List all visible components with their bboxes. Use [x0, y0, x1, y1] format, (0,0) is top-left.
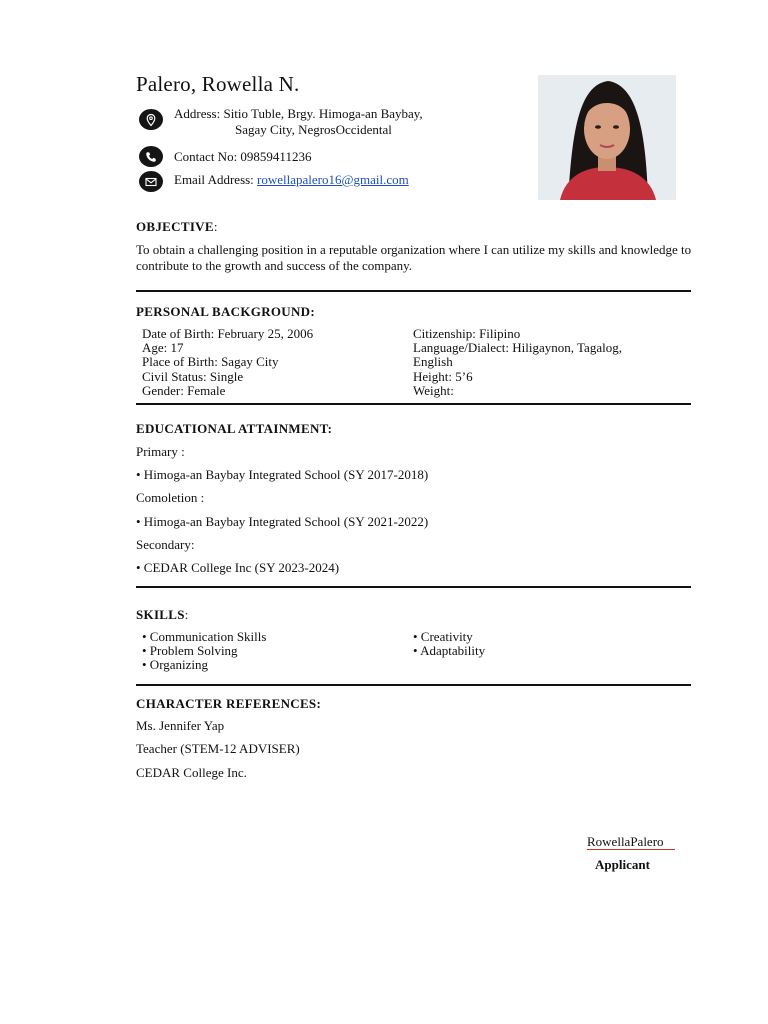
secondary-school: • CEDAR College Inc (SY 2023-2024) — [136, 560, 340, 575]
applicant-name: Palero, Rowella N. — [136, 72, 300, 96]
address — [174, 106, 423, 138]
personal-details-right — [413, 327, 622, 398]
skill-item: • Communication Skills — [142, 629, 267, 644]
phone-icon — [139, 146, 163, 167]
skill-item: • Adaptability — [413, 643, 486, 659]
completion-school: • Himoga-an Baybay Integrated School (SY 2021-2022) — [136, 514, 429, 529]
objective-heading-colon: : — [213, 219, 218, 234]
character-references-heading: CHARACTER REFERENCES: — [136, 696, 322, 711]
email-link[interactable]: rowellapalero16@gmail.com — [257, 172, 409, 187]
envelope-icon — [139, 171, 163, 192]
applicant-label: Applicant — [595, 857, 650, 872]
skills-heading-colon: : — [184, 607, 189, 622]
profile-photo — [538, 75, 676, 200]
reference-position: Teacher (STEM-12 ADVISER) — [136, 741, 300, 756]
gender: Gender: Female — [142, 382, 226, 398]
completion-label: Comoletion : — [136, 490, 205, 505]
personal-details — [142, 327, 622, 398]
signature-name: RowellaPalero — [587, 834, 664, 849]
place-of-birth: Place of Birth: Sagay City — [142, 354, 279, 370]
age: Age: 17 — [142, 340, 184, 356]
skill-item: • Organizing — [142, 657, 209, 673]
skills-list — [142, 630, 485, 673]
address-label: Address: — [174, 106, 224, 121]
reference-organization: CEDAR College Inc. — [136, 765, 247, 780]
primary-label: Primary : — [136, 444, 185, 459]
skills-right — [413, 630, 485, 673]
education-heading: EDUCATIONAL ATTAINMENT: — [136, 421, 333, 436]
primary-school: • Himoga-an Baybay Integrated School (SY 2017-2018) — [136, 467, 429, 482]
skill-item: • Creativity — [413, 629, 473, 644]
contact-number: Contact No: 09859411236 — [174, 149, 312, 164]
skills-left — [142, 630, 413, 673]
reference-name: Ms. Jennifer Yap — [136, 718, 225, 733]
signature-underline — [587, 849, 675, 850]
civil-status: Civil Status: Single — [142, 368, 244, 384]
address-line-2: Sagay City, NegrosOccidental — [235, 122, 392, 137]
skills-heading-text: SKILLS — [136, 607, 185, 622]
email-label: Email Address: — [174, 172, 258, 187]
divider — [136, 586, 691, 588]
address-line-1: Sitio Tuble, Brgy. Himoga-an Baybay, — [223, 106, 423, 121]
personal-details-left — [142, 327, 413, 398]
email-row — [174, 172, 409, 188]
objective-heading — [136, 219, 218, 235]
date-of-birth: Date of Birth: February 25, 2006 — [142, 326, 314, 341]
height: Height: 5’6 — [413, 368, 473, 384]
weight: Weight: — [413, 382, 454, 398]
divider — [136, 290, 691, 292]
location-icon — [139, 109, 163, 130]
objective-heading-text: OBJECTIVE — [136, 219, 214, 234]
secondary-label: Secondary: — [136, 537, 195, 552]
divider — [136, 684, 691, 686]
skills-heading — [136, 607, 189, 623]
language-dialect-continued: English — [413, 354, 453, 370]
language-dialect: Language/Dialect: Hiligaynon, Tagalog, — [413, 340, 622, 356]
divider — [136, 403, 691, 405]
skill-item: • Problem Solving — [142, 643, 238, 659]
objective-text: To obtain a challenging position in a reputable organization where I can utilize my skills and knowledge to contribute to the growth and success of the company. — [136, 242, 692, 273]
citizenship: Citizenship: Filipino — [413, 326, 521, 341]
personal-background-heading: PERSONAL BACKGROUND: — [136, 304, 315, 319]
